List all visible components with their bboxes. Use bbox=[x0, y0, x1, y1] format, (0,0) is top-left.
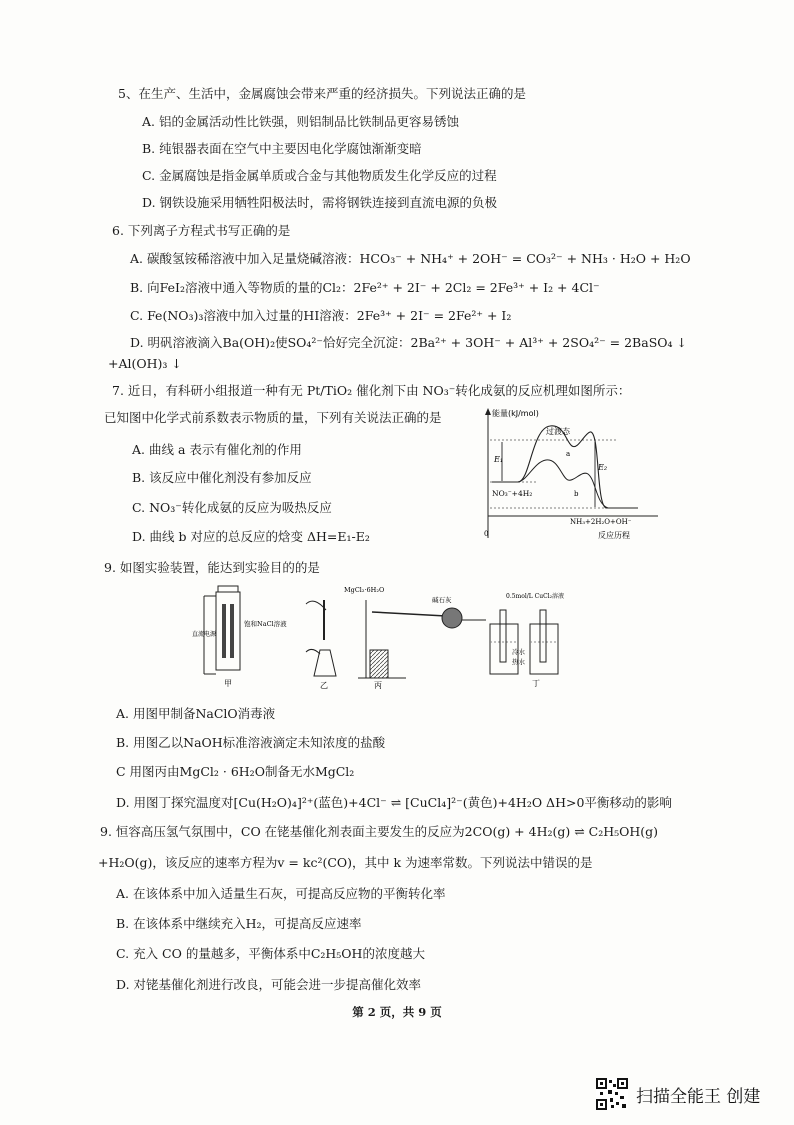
q8-option-a: A. 用图甲制备NaClO消毒液 bbox=[116, 706, 276, 721]
apparatus-yi bbox=[306, 600, 336, 690]
energy-e1-label: E₁ bbox=[494, 455, 504, 464]
energy-diagram bbox=[478, 404, 678, 546]
apparatus-bing bbox=[344, 586, 486, 690]
energy-xlabel: 反应历程 bbox=[598, 531, 630, 540]
ding-hot-label: 热水 bbox=[512, 658, 525, 666]
q9-stem-cont: +H₂O(g)，该反应的速率方程为v = kc²(CO)，其中 k 为速率常数。下列说法中错误的是 bbox=[98, 855, 593, 870]
q5-option-c: C. 金属腐蚀是指金属单质或合金与其他物质发生化学反应的过程 bbox=[142, 168, 497, 183]
qr-code-icon bbox=[596, 1078, 628, 1110]
apparatus-jia bbox=[192, 586, 287, 688]
q7-stem-2: 已知图中化学式前系数表示物质的量，下列有关说法正确的是 bbox=[104, 410, 442, 425]
jia-solution-label: 饱和NaCl溶液 bbox=[244, 620, 287, 628]
yi-caption: 乙 bbox=[320, 681, 328, 690]
q9-stem: 9. 恒容高压氢气氛围中，CO 在铑基催化剂表面主要发生的反应为2CO(g) + 4H₂(g) ⇌ C₂H₅OH(g) bbox=[100, 824, 659, 839]
energy-ylabel: 能量(kJ/mol) bbox=[492, 409, 539, 418]
q6-option-c: C. Fe(NO₃)₃溶液中加入过量的HI溶液：2Fe³⁺ + 2I⁻ = 2Fe²⁺ + I₂ bbox=[130, 308, 512, 323]
q5-option-a: A. 铝的金属活动性比铁强，则铝制品比铁制品更容易锈蚀 bbox=[142, 114, 459, 129]
apparatus-figures bbox=[192, 580, 576, 690]
bing-caption: 丙 bbox=[374, 681, 382, 690]
q7-option-b: B. 该反应中催化剂没有参加反应 bbox=[132, 470, 312, 485]
apparatus-ding bbox=[490, 592, 564, 688]
jia-caption: 甲 bbox=[224, 679, 232, 688]
energy-reactant: NO₃⁻+4H₂ bbox=[492, 489, 533, 498]
curve-a-label: a bbox=[566, 450, 571, 458]
q8-option-c: C 用图丙由MgCl₂ · 6H₂O制备无水MgCl₂ bbox=[116, 764, 355, 779]
q7-stem: 7. 近日，有科研小组报道一种有无 Pt/TiO₂ 催化剂下由 NO₃⁻转化成氨的反应机理如图所示： bbox=[112, 383, 631, 398]
q8-stem: 9. 如图实验装置，能达到实验目的的是 bbox=[104, 560, 320, 575]
q6-option-a: A. 碳酸氢铵稀溶液中加入足量烧碱溶液：HCO₃⁻ + NH₄⁺ + 2OH⁻ = CO₃²⁻ + NH₃ · H₂O + H₂O bbox=[130, 251, 691, 266]
ding-solution-label: 0.5mol/L CuCl₂溶液 bbox=[506, 593, 565, 600]
q9-option-d: D. 对铑基催化剂进行改良，可能会进一步提高催化效率 bbox=[116, 977, 422, 992]
q7-option-d: D. 曲线 b 对应的总反应的焓变 ΔH=E₁-E₂ bbox=[132, 529, 370, 544]
q6-option-d: D. 明矾溶液滴入Ba(OH)₂使SO₄²⁻恰好完全沉淀：2Ba²⁺ + 3OH⁻ + Al³⁺ + 2SO₄²⁻ = 2BaSO₄ ↓ bbox=[130, 335, 687, 350]
q5-option-d: D. 钢铁设施采用牺牲阳极法时，需将钢铁连接到直流电源的负极 bbox=[142, 195, 498, 210]
q8-option-d: D. 用图丁探究温度对[Cu(H₂O)₄]²⁺(蓝色)+4Cl⁻ ⇌ [CuCl₄]²⁻(黄色)+4H₂O ΔH>0平衡移动的影响 bbox=[116, 795, 672, 810]
q9-option-a: A. 在该体系中加入适量生石灰，可提高反应物的平衡转化率 bbox=[116, 886, 446, 901]
energy-origin: 0 bbox=[484, 530, 489, 538]
q5-option-b: B. 纯银器表面在空气中主要因电化学腐蚀渐渐变暗 bbox=[142, 141, 422, 156]
q7-option-c: C. NO₃⁻转化成氨的反应为吸热反应 bbox=[132, 500, 332, 515]
page-number: 第 2 页，共 9 页 bbox=[352, 1005, 442, 1019]
q6-option-b: B. 向FeI₂溶液中通入等物质的量的Cl₂：2Fe²⁺ + 2I⁻ + 2Cl₂ = 2Fe³⁺ + I₂ + 4Cl⁻ bbox=[130, 280, 600, 295]
q5-stem: 5、在生产、生活中，金属腐蚀会带来严重的经济损失。下列说法正确的是 bbox=[118, 86, 526, 101]
bing-lime-label: 碱石灰 bbox=[432, 596, 452, 604]
jia-power-label: 直流电源 bbox=[192, 631, 217, 638]
watermark-text: 扫描全能王 创建 bbox=[636, 1086, 761, 1107]
bing-reagent-label: MgCl₂·6H₂O bbox=[344, 586, 385, 594]
q9-option-c: C. 充入 CO 的量越多，平衡体系中C₂H₅OH的浓度越大 bbox=[116, 946, 425, 961]
curve-b-label: b bbox=[574, 490, 579, 498]
energy-product: NH₃+2H₂O+OH⁻ bbox=[570, 518, 632, 526]
ding-caption: 丁 bbox=[532, 679, 540, 688]
energy-ts-label: 过渡态 bbox=[546, 427, 570, 436]
q7-option-a: A. 曲线 a 表示有催化剂的作用 bbox=[132, 442, 302, 457]
scanner-watermark bbox=[596, 1078, 760, 1110]
q6-option-d-cont: +Al(OH)₃ ↓ bbox=[108, 356, 182, 371]
q8-option-b: B. 用图乙以NaOH标准溶液滴定未知浓度的盐酸 bbox=[116, 735, 386, 750]
ding-cold-label: 冷水 bbox=[512, 648, 525, 656]
q9-option-b: B. 在该体系中继续充入H₂，可提高反应速率 bbox=[116, 916, 362, 931]
energy-e2-label: E₂ bbox=[598, 463, 608, 472]
q6-stem: 6. 下列离子方程式书写正确的是 bbox=[112, 223, 291, 238]
